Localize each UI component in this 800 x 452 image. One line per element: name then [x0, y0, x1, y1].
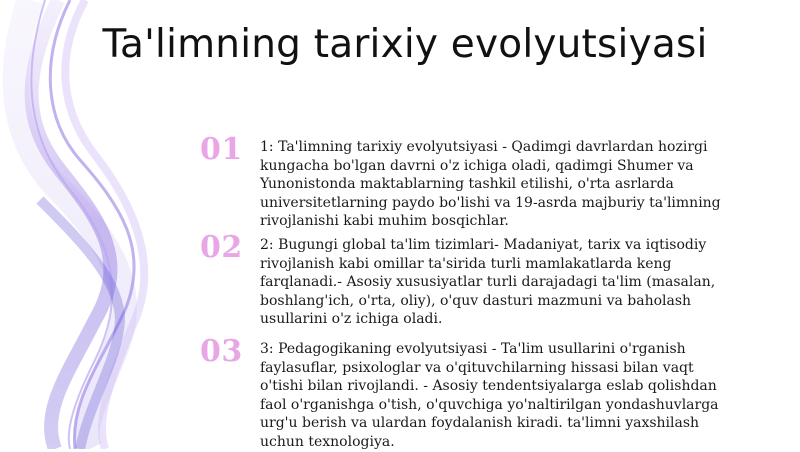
item-text: 1: Ta'limning tarixiy evolyutsiyasi - Qadimgi davrlardan hozirgi kungacha bo'lgan davrni o'z ichiga oladi, qadimgi Shumer va Yunonistonda maktablarning tashkil etilishi, o'rta asrlarda universitetlarning paydo bo'lishi va 19-asrda majburiy ta'limning rivojlanishi kabi muhim bosqichlar. [260, 139, 721, 230]
purple-wave-decoration [0, 0, 200, 449]
item-number: 01 [200, 132, 243, 167]
item-number: 02 [200, 230, 243, 265]
page-title: Ta'limning tarixiy evolyutsiyasi [102, 22, 708, 67]
item-text: 2: Bugungi global ta'lim tizimlari- Madaniyat, tarix va iqtisodiy rivojlanish kabi omillar ta'sirida turli mamlakatlarda keng farqlanadi.- Asosiy xususiyatlar turli darajadagi ta'lim (masalan, boshlang'ich, o'rta, oliy), o'quv dasturi mazmuni va baholash usullarini o'z ichiga oladi. [260, 237, 716, 328]
item-number: 03 [200, 334, 243, 369]
item-text: 3: Pedagogikaning evolyutsiyasi - Ta'lim usullarini o'rganish faylasuflar, psixologlar va o'qituvchilarning hissasi bilan vaqt o'tishi bilan rivojlandi. - Asosiy tendentsiyalarga eslab qolishdan faol o'rganishga o'tish, o'quvchiga yo'naltirilgan yondashuvlarga urg'u berish va ulardan foydalanish kiradi. ta'limni yaxshilash uchun texnologiya. [260, 341, 719, 450]
